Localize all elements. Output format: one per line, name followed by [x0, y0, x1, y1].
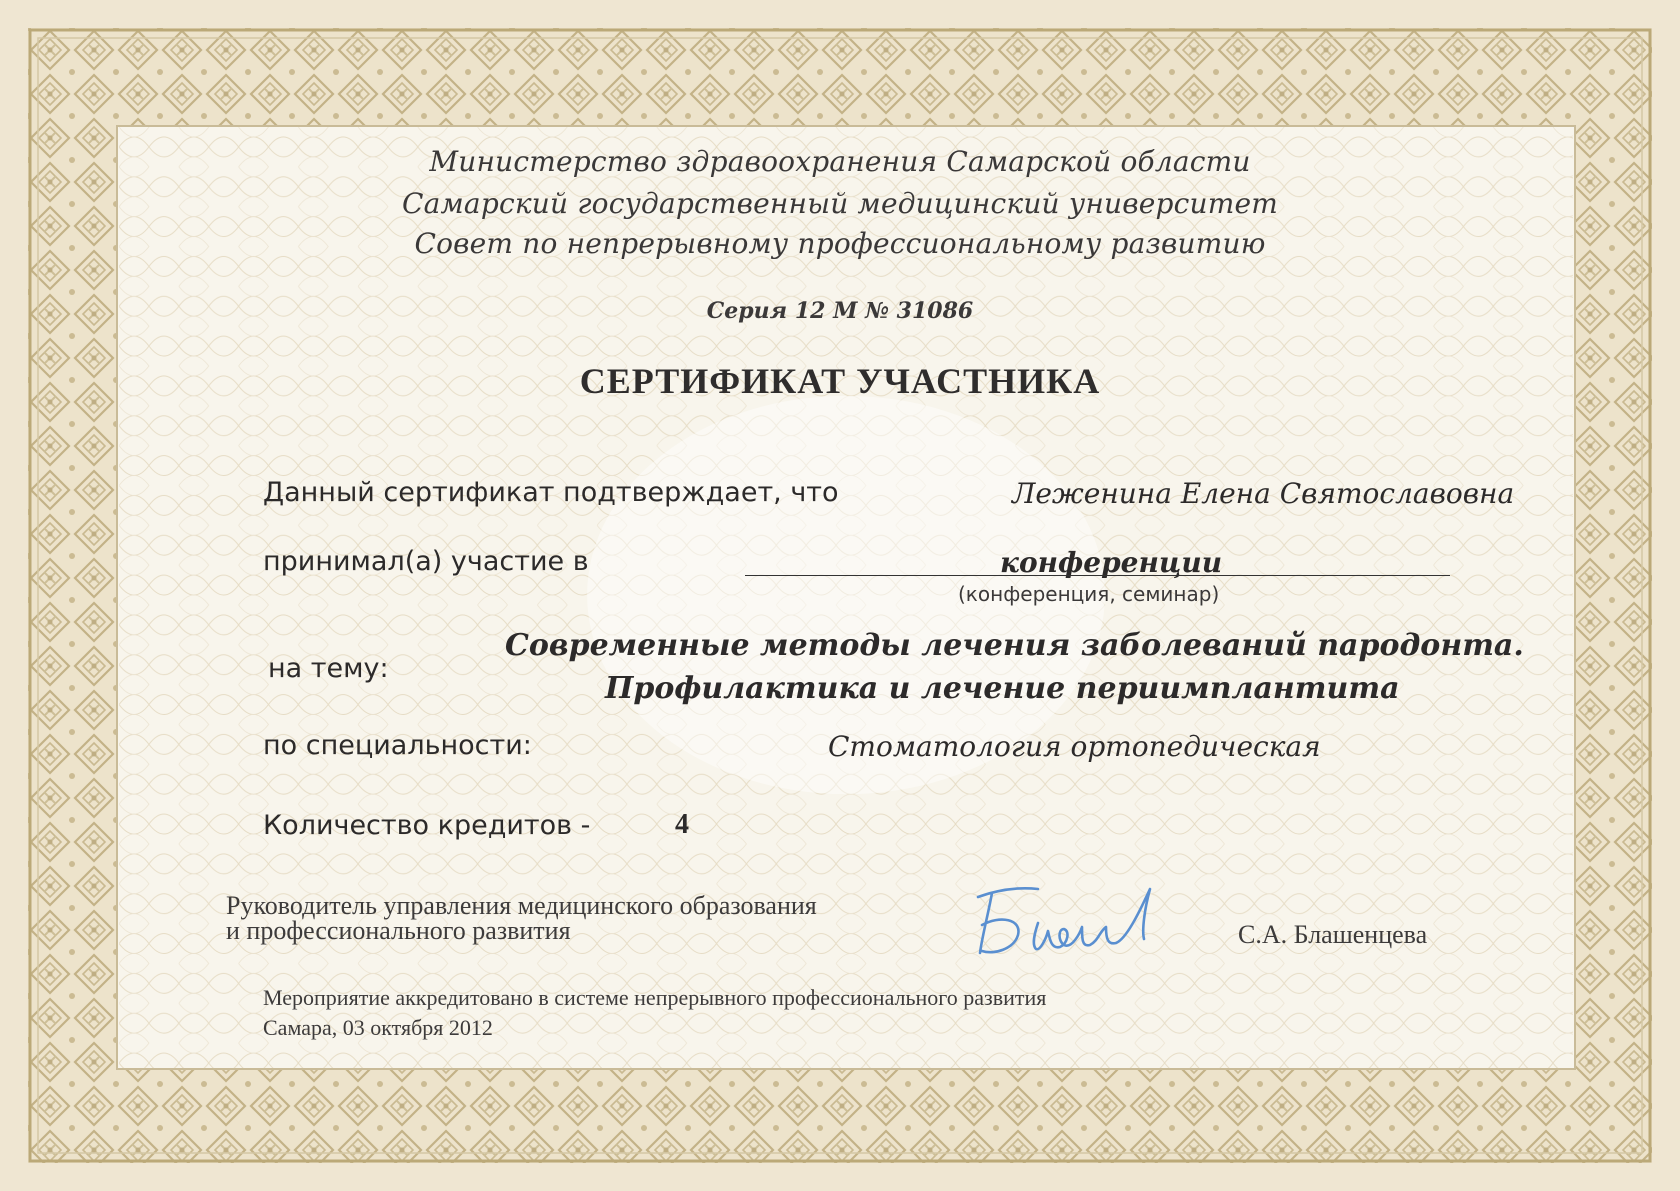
accreditation-note: Мероприятие аккредитовано в системе непрерывного профессионального развития	[263, 985, 1047, 1010]
recipient-name: Леженина Елена Святославовна	[1012, 477, 1515, 510]
confirm-label: Данный сертификат подтверждает, что	[263, 477, 839, 508]
event-type-underline	[745, 575, 1450, 576]
event-type-hint: (конференция, семинар)	[958, 582, 1220, 606]
header-line-university: Самарский государственный медицинский университет	[402, 187, 1278, 220]
credits-label: Количество кредитов -	[263, 810, 591, 841]
topic-line-2: Профилактика и лечение периимплантита	[605, 671, 1400, 706]
topic-line-1: Современные методы лечения заболеваний пародонта.	[505, 628, 1524, 663]
series-number: Серия 12 М № 31086	[706, 298, 974, 324]
signatory-title-line-1: Руководитель управления медицинского образования	[226, 891, 817, 920]
specialty-value: Стоматология ортопедическая	[828, 730, 1321, 763]
handwritten-signature	[960, 875, 1180, 965]
event-type: конференции	[1000, 546, 1223, 579]
certificate-title: СЕРТИФИКАТ УЧАСТНИКА	[579, 361, 1101, 401]
place-date: Самара, 03 октября 2012	[263, 1015, 493, 1040]
topic-label: на тему:	[268, 653, 389, 684]
specialty-label: по специальности:	[263, 730, 532, 761]
signatory-title-line-2: и профессионального развития	[226, 916, 571, 945]
credits-value: 4	[675, 809, 689, 840]
header-line-ministry: Министерство здравоохранения Самарской области	[429, 145, 1251, 178]
signatory-name: С.А. Блашенцева	[1238, 920, 1428, 949]
header-line-council: Совет по непрерывному профессиональному развитию	[414, 227, 1266, 260]
participation-label: принимал(а) участие в	[263, 546, 589, 577]
